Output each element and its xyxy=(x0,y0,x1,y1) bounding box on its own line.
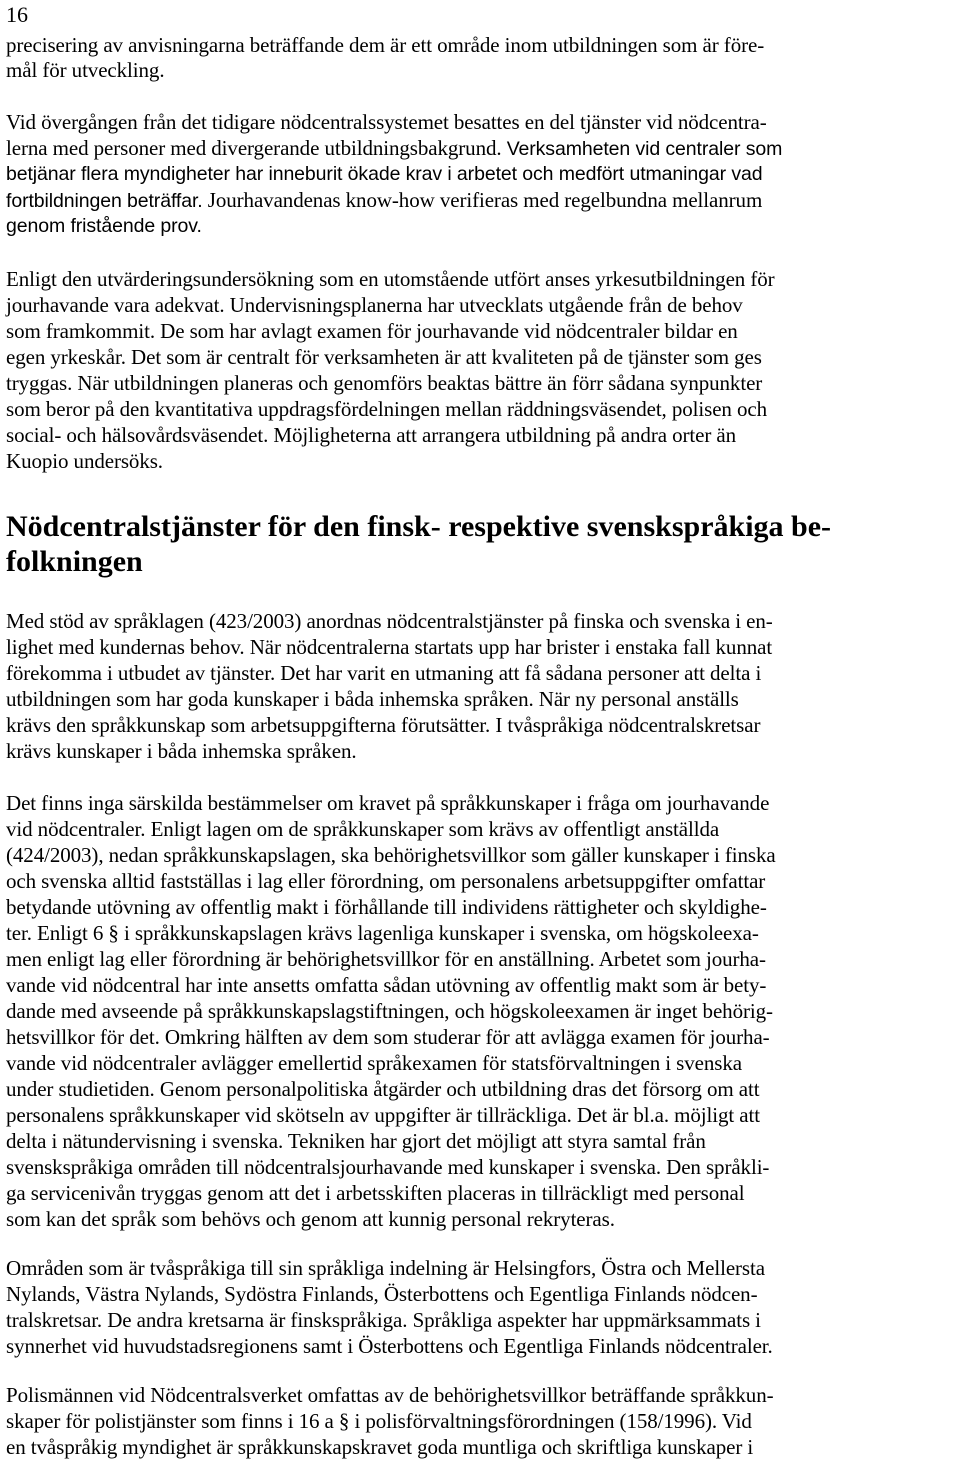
text-line: betydande utövning av offentlig makt i förhållande till individens rättigheter och skyldighe- xyxy=(6,895,767,919)
text-line: vande vid nödcentral har inte ansetts omfatta sådan utövning av offentlig makt som är bety- xyxy=(6,973,767,997)
section-heading: folkningen xyxy=(6,545,143,578)
text-line: synnerhet vid huvudstadsregionens samt i Österbottens och Egentliga Finlands nödcentraler. xyxy=(6,1334,773,1358)
text-segment: lerna med personer med divergerande utbildningsbakgrund. xyxy=(6,136,502,160)
text-line: Nylands, Västra Nylands, Sydöstra Finlands, Österbottens och Egentliga Finlands nödcen- xyxy=(6,1282,758,1306)
text-line: social- och hälsovårdsväsendet. Möjligheterna att arrangera utbildning på andra orter än xyxy=(6,423,737,447)
text-line: personalens språkkunskaper vid skötseln av uppgifter är tillräckliga. Det är bl.a. möjligt att xyxy=(6,1103,760,1127)
text-line: krävs den språkkunskap som arbetsuppgifterna förutsätter. I tvåspråkiga nödcentralskretsar xyxy=(6,713,761,737)
text-line: jourhavande vara adekvat. Undervisningsplanerna har utvecklats utgående från de behov xyxy=(6,293,743,317)
text-line: skaper för polistjänster som finns i 16 a § i polisförvaltningsförordningen (158/1996). Vid xyxy=(6,1409,752,1433)
text-segment-sans: Verksamheten vid centraler som xyxy=(506,138,783,160)
text-line: delta i nätundervisning i svenska. Tekniken har gjort det möjligt att styra samtal från xyxy=(6,1129,706,1153)
text-line: vid nödcentraler. Enligt lagen om de språkkunskaper som krävs av offentligt anställda xyxy=(6,817,720,841)
page-number: 16 xyxy=(6,2,28,27)
text-line: ter. Enligt 6 § i språkkunskapslagen krävs lagenliga kunskaper i svenska, om högskoleexa- xyxy=(6,921,759,945)
text-line: (424/2003), nedan språkkunskapslagen, ska behörighetsvillkor som gäller kunskaper i finska xyxy=(6,843,776,867)
text-line: Det finns inga särskilda bestämmelser om kravet på språkkunskaper i fråga om jourhavande xyxy=(6,791,770,815)
text-line: som beror på den kvantitativa uppdragsfördelningen mellan räddningsväsendet, polisen och xyxy=(6,397,767,421)
text-segment-sans: fortbildningen beträffar. xyxy=(6,190,203,212)
text-line: vande vid nödcentraler avlägger emellertid språkexamen för statsförvaltningen i svenska xyxy=(6,1051,742,1075)
text-line: genom fristående prov. xyxy=(6,215,202,237)
text-line: under studietiden. Genom personalpolitiska åtgärder och utbildning dras det försorg om att xyxy=(6,1077,760,1101)
text-line: krävs kunskaper i båda inhemska språken. xyxy=(6,739,357,763)
text-line: Enligt den utvärderingsundersökning som en utomstående utfört anses yrkesutbildningen för xyxy=(6,267,775,291)
text-line: betjänar flera myndigheter har inneburit ökade krav i arbetet och medfört utmaningar vad xyxy=(6,163,763,185)
text-line: egen yrkeskår. Det som är centralt för verksamheten är att kvaliteten på de tjänster som ges xyxy=(6,345,762,369)
text-line: dande med avseende på språkkunskapslagstiftningen, och högskoleexamen är inget behörig- xyxy=(6,999,773,1023)
text-line: svenskspråkiga områden till nödcentralsjourhavande med kunskaper i svenska. Den språkli- xyxy=(6,1155,770,1179)
text-line: en tvåspråkig myndighet är språkkunskapskravet goda muntliga och skriftliga kunskaper i xyxy=(6,1435,754,1459)
text-line: mål för utveckling. xyxy=(6,58,165,82)
text-line: Områden som är tvåspråkiga till sin språkliga indelning är Helsingfors, Östra och Mellersta xyxy=(6,1256,765,1280)
text-line: precisering av anvisningarna beträffande dem är ett område inom utbildningen som är före- xyxy=(6,33,765,57)
text-line: ga servicenivån tryggas genom att det i arbetsskiften placeras in tillräckligt med personal xyxy=(6,1181,745,1205)
text-line: som framkommit. De som har avlagt examen för jourhavande vid nödcentraler bildar en xyxy=(6,319,738,343)
text-line: utbildningen som har goda kunskaper i båda inhemska språken. När ny personal anställs xyxy=(6,687,739,711)
text-line: tryggas. När utbildningen planeras och genomförs beaktas bättre än förr sådana synpunkter xyxy=(6,371,763,395)
text-line: hetsvillkor för det. Omkring hälften av dem som studerar för att avlägga examen för jourha- xyxy=(6,1025,770,1049)
text-line xyxy=(6,187,762,214)
text-line: och svenska alltid fastställas i lag eller förordning, om personalens arbetsuppgifter omfattar xyxy=(6,869,766,893)
text-line: Vid övergången från det tidigare nödcentralssystemet besattes en del tjänster vid nödcentra- xyxy=(6,110,767,134)
section-heading: Nödcentralstjänster för den finsk- respektive svenskspråkiga be- xyxy=(6,510,832,543)
text-line: Kuopio undersöks. xyxy=(6,449,163,473)
text-line: Med stöd av språklagen (423/2003) anordnas nödcentralstjänster på finska och svenska i en- xyxy=(6,609,773,633)
text-segment: Jourhavandenas know-how verifieras med regelbundna mellanrum xyxy=(207,188,763,212)
text-line: Polismännen vid Nödcentralsverket omfattas av de behörighetsvillkor beträffande språkkun- xyxy=(6,1383,774,1407)
text-line: tralskretsar. De andra kretsarna är finskspråkiga. Språkliga aspekter har uppmärksammats i xyxy=(6,1308,761,1332)
text-line: men enligt lag eller förordning är behörighetsvillkor för en anställning. Arbetet som jourha- xyxy=(6,947,766,971)
text-line: som kan det språk som behövs och genom att kunnig personal rekryteras. xyxy=(6,1207,615,1231)
text-line: förekomma i utbudet av tjänster. Det har varit en utmaning att få sådana personer att delta i xyxy=(6,661,762,685)
text-line xyxy=(6,135,782,162)
text-line: lighet med kundernas behov. När nödcentralerna startats upp har brister i enstaka fall kunnat xyxy=(6,635,773,659)
